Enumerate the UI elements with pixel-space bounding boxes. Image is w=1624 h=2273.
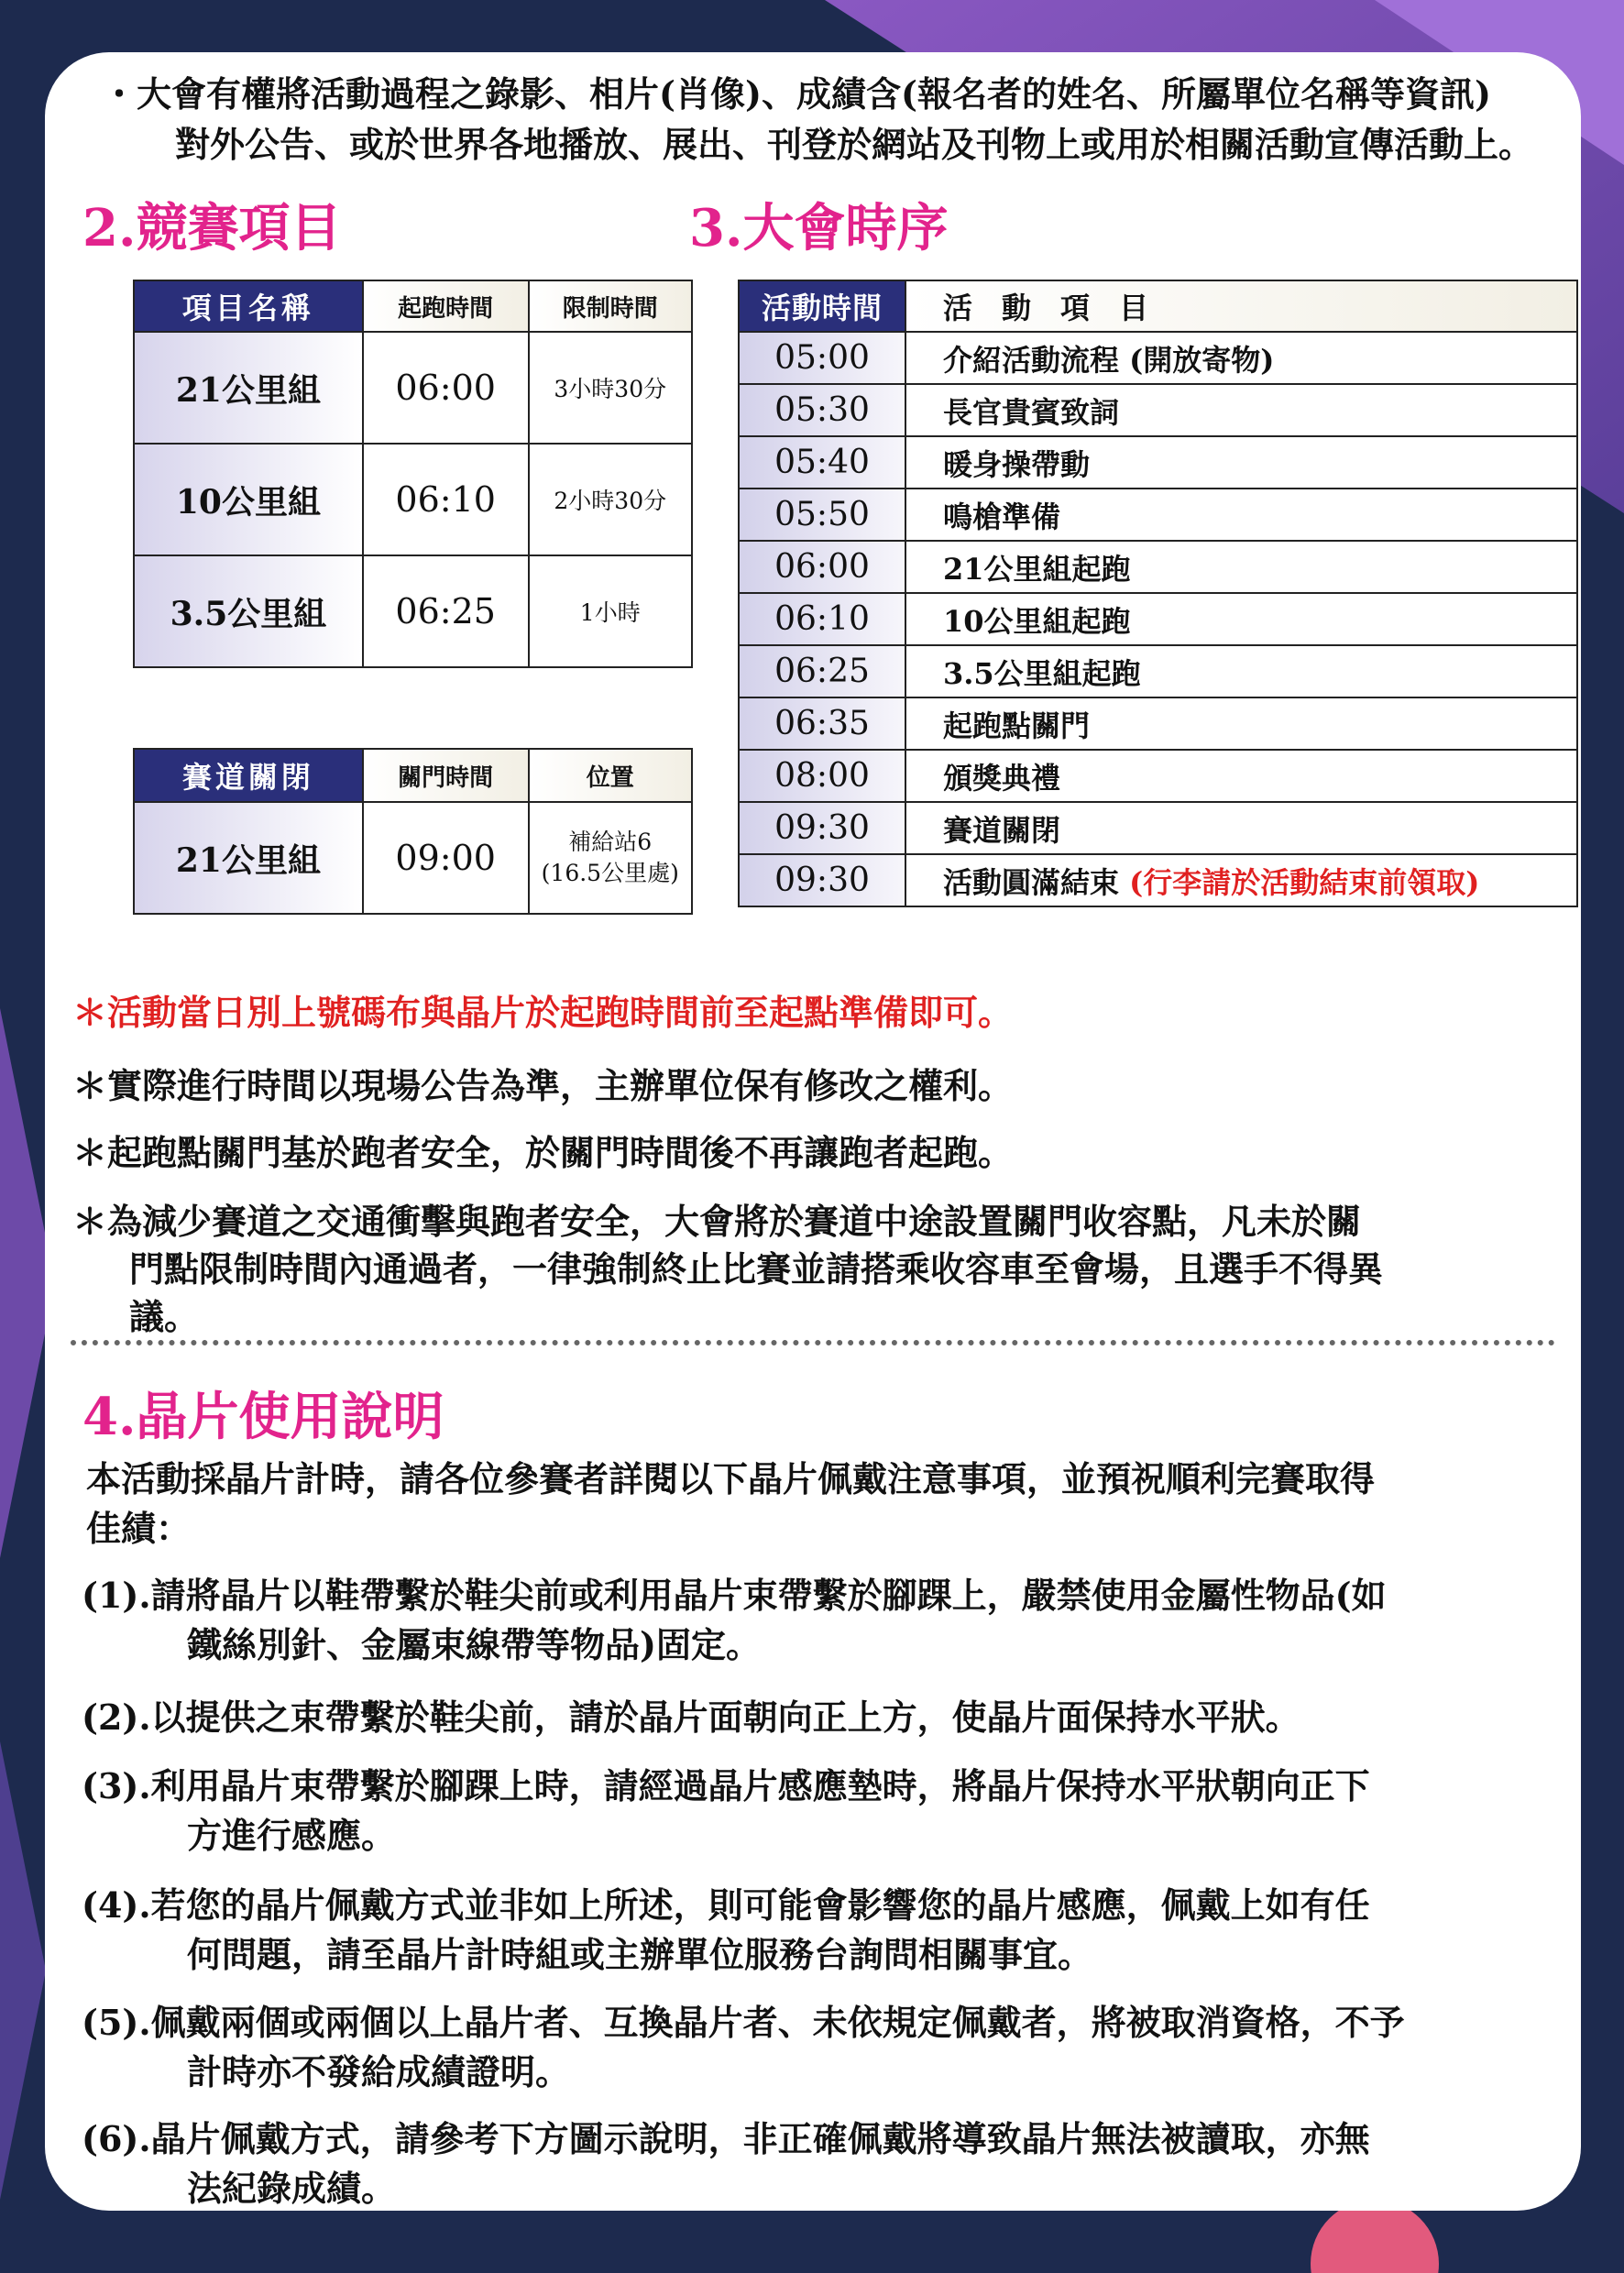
- race-header-name: 項目名稱: [134, 280, 363, 332]
- table-row: [739, 802, 1577, 854]
- closing-header-location: 位置: [529, 749, 693, 802]
- race-name: 3.5公里組: [134, 555, 363, 667]
- note-2: ＊實際進行時間以現場公告為準，主辦單位保有修改之權利。: [72, 1065, 1014, 1106]
- schedule-item: 21公里組起跑: [905, 541, 1577, 593]
- schedule-time: 09:30: [739, 802, 905, 854]
- content-panel: [45, 52, 1581, 2211]
- table-row: [134, 332, 692, 444]
- race-table-header: [134, 280, 692, 332]
- closing-name: 21公里組: [134, 802, 363, 914]
- item-line-2: 何問題，請至晶片計時組或主辦單位服務台詢問相關事宜。: [187, 1934, 1093, 1975]
- schedule-table: [738, 280, 1578, 907]
- closing-table: [133, 748, 693, 915]
- race-start: 06:00: [363, 332, 529, 444]
- table-row: [739, 384, 1577, 436]
- schedule-time: 09:30: [739, 854, 905, 906]
- list-item: [82, 1762, 1566, 1861]
- item-line-2: 鐵絲別針、金屬束線帶等物品)固定。: [187, 1624, 761, 1665]
- closing-header-time: 關門時間: [363, 749, 529, 802]
- schedule-time: 08:00: [739, 750, 905, 802]
- table-row: [739, 645, 1577, 697]
- closing-location-line-1: 補給站6: [568, 829, 653, 855]
- closing-header-name: 賽道關閉: [134, 749, 363, 802]
- chip-intro-line-1: 本活動採晶片計時，請各位參賽者詳閱以下晶片佩戴注意事項，並預祝順利完賽取得: [86, 1458, 1376, 1499]
- closing-table-header: [134, 749, 692, 802]
- section-2-title: 2.競賽項目: [82, 198, 342, 258]
- schedule-item: 10公里組起跑: [905, 593, 1577, 645]
- item-line-1: (4).若您的晶片佩戴方式並非如上所述，則可能會影響您的晶片感應，佩戴上如有任: [82, 1884, 1370, 1926]
- list-item: [82, 1881, 1566, 1980]
- table-row: [134, 555, 692, 667]
- schedule-item: [905, 854, 1577, 906]
- table-row: [739, 854, 1577, 906]
- item-line-1: (5).佩戴兩個或兩個以上晶片者、互換晶片者、未依規定佩戴者，將被取消資格，不予: [82, 2002, 1405, 2043]
- list-item: [82, 2114, 1566, 2211]
- schedule-item-note: (行李請於活動結束前領取): [1129, 864, 1480, 900]
- race-limit: 3小時30分: [529, 332, 693, 444]
- race-start: 06:10: [363, 444, 529, 555]
- closing-location: [529, 802, 693, 914]
- schedule-item: 鳴槍準備: [905, 489, 1577, 541]
- list-item: [82, 1571, 1566, 1670]
- schedule-item: 長官貴賓致詞: [905, 384, 1577, 436]
- closing-location-line-2: (16.5公里處): [541, 860, 679, 886]
- race-name: 10公里組: [134, 444, 363, 555]
- race-limit: 1小時: [529, 555, 693, 667]
- schedule-item: 3.5公里組起跑: [905, 645, 1577, 697]
- item-line-2: 方進行感應。: [187, 1815, 397, 1856]
- table-row: [739, 436, 1577, 489]
- list-item: [82, 1693, 1566, 1742]
- note-4-line-2: 門點限制時間內通過者，一律強制終止比賽並請搭乘收容車至會場，且選手不得異: [129, 1248, 1384, 1290]
- race-table: [133, 280, 693, 668]
- item-line-2: 法紀錄成績。: [187, 2168, 397, 2209]
- race-name: 21公里組: [134, 332, 363, 444]
- schedule-header-time: 活動時間: [739, 280, 905, 332]
- race-header-limit: 限制時間: [529, 280, 693, 332]
- schedule-item-text: 活動圓滿結束: [943, 864, 1130, 900]
- table-row: [134, 444, 692, 555]
- race-header-start: 起跑時間: [363, 280, 529, 332]
- schedule-time: 06:00: [739, 541, 905, 593]
- schedule-time: 05:50: [739, 489, 905, 541]
- section-4-title: 4.晶片使用說明: [82, 1387, 444, 1447]
- table-row: [739, 332, 1577, 384]
- item-line-1: (1).請將晶片以鞋帶繫於鞋尖前或利用晶片束帶繫於腳踝上，嚴禁使用金屬性物品(如: [82, 1575, 1387, 1616]
- schedule-time: 05:00: [739, 332, 905, 384]
- schedule-time: 06:10: [739, 593, 905, 645]
- note-4-line-3: 議。: [129, 1296, 200, 1337]
- table-row: [739, 593, 1577, 645]
- schedule-item: 賽道關閉: [905, 802, 1577, 854]
- schedule-item: 起跑點關門: [905, 697, 1577, 750]
- chip-intro: [86, 1455, 1562, 1554]
- schedule-table-header: [739, 280, 1577, 332]
- note-4: [72, 1198, 1557, 1341]
- intro-line-2: 對外公告、或於世界各地播放、展出、刊登於網站及刊物上或用於相關活動宣傳活動上。: [175, 124, 1534, 165]
- schedule-item: 暖身操帶動: [905, 436, 1577, 489]
- table-row: [134, 802, 692, 914]
- schedule-body: [739, 332, 1577, 906]
- list-item: [82, 1998, 1566, 2097]
- item-line-1: (6).晶片佩戴方式，請參考下方圖示說明，非正確佩戴將導致晶片無法被讀取，亦無: [82, 2118, 1370, 2159]
- note-1: ＊活動當日別上號碼布與晶片於起跑時間前至起點準備即可。: [72, 992, 1014, 1033]
- note-4-line-1: ＊為減少賽道之交通衝擊與跑者安全，大會將於賽道中途設置關門收容點，凡未於關: [72, 1201, 1362, 1242]
- schedule-time: 06:25: [739, 645, 905, 697]
- dotted-divider: [71, 1340, 1555, 1345]
- chip-intro-line-2: 佳績：: [86, 1508, 192, 1549]
- item-line-2: 計時亦不發給成績證明。: [187, 2051, 571, 2092]
- table-row: [739, 750, 1577, 802]
- note-3: ＊起跑點關門基於跑者安全，於關門時間後不再讓跑者起跑。: [72, 1132, 1014, 1173]
- race-limit: 2小時30分: [529, 444, 693, 555]
- schedule-time: 06:35: [739, 697, 905, 750]
- item-line-1: (3).利用晶片束帶繫於腳踝上時，請經過晶片感應墊時，將晶片保持水平狀朝向正下: [82, 1765, 1370, 1806]
- intro-text: [102, 69, 1559, 170]
- schedule-item: 頒獎典禮: [905, 750, 1577, 802]
- item-line-1: (2).以提供之束帶繫於鞋尖前，請於晶片面朝向正上方，使晶片面保持水平狀。: [82, 1697, 1300, 1738]
- table-row: [739, 489, 1577, 541]
- race-start: 06:25: [363, 555, 529, 667]
- table-row: [739, 541, 1577, 593]
- schedule-time: 05:40: [739, 436, 905, 489]
- intro-line-1: ・大會有權將活動過程之錄影、相片(肖像)、成績含(報名者的姓名、所屬單位名稱等資訊): [102, 73, 1491, 115]
- schedule-item: 介紹活動流程 (開放寄物): [905, 332, 1577, 384]
- schedule-time: 05:30: [739, 384, 905, 436]
- section-3-title: 3.大會時序: [689, 198, 949, 258]
- table-row: [739, 697, 1577, 750]
- closing-time: 09:00: [363, 802, 529, 914]
- schedule-header-item: 活 動 項 目: [905, 280, 1577, 332]
